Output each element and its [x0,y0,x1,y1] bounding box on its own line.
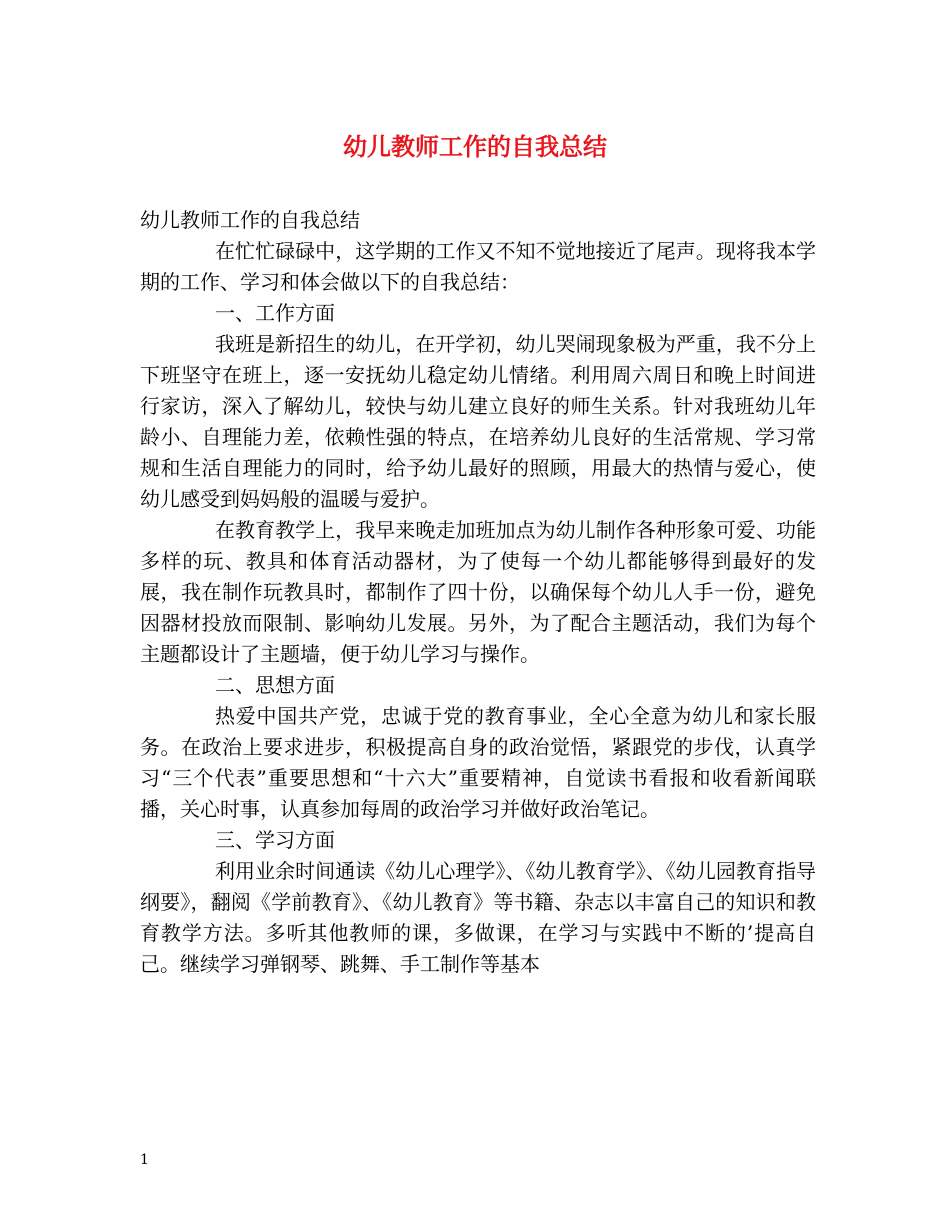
section-heading-work: 一、工作方面 [215,301,335,325]
paragraph-heading: 幼儿教师工作的自我总结 [140,208,360,232]
paragraph-intro: 在忙忙碌碌中，这学期的工作又不知不觉地接近了尾声。现将我本学期的工作、学习和体会做以下的自我总结： [140,239,816,294]
page-title: 幼儿教师工作的自我总结 [343,132,607,161]
paragraph-work-1: 我班是新招生的幼儿，在开学初，幼儿哭闹现象极为严重，我不分上下班坚守在班上，逐一安抚幼儿稳定幼儿情绪。利用周六周日和晚上时间进行家访，深入了解幼儿，较快与幼儿建立良好的师生关系。针对我班幼儿年龄小、自理能力差，依赖性强的特点，在培养幼儿良好的生活常规、学习常规和生活自理能力的同时，给予幼儿最好的照顾，用最大的热情与爱心，使幼儿感受到妈妈般的温暖与爱护。 [140,332,816,511]
paragraph-work-2: 在教育教学上，我早来晚走加班加点为幼儿制作各种形象可爱、功能多样的玩、教具和体育活动器材，为了使每一个幼儿都能够得到最好的发展，我在制作玩教具时，都制作了四十份，以确保每个幼儿人手一份，避免因器材投放而限制、影响幼儿发展。另外，为了配合主题活动，我们为每个主题都设计了主题墙，便于幼儿学习与操作。 [140,518,816,666]
page-number: 1 [140,1152,149,1168]
paragraph-study: 利用业余时间通读《幼儿心理学》、《幼儿教育学》、《幼儿园教育指导纲要》，翻阅《学前教育》、《幼儿教育》等书籍、杂志以丰富自己的知识和教育教学方法。多听其他教师的课，多做课，在学习与实践中不断的’提高自己。继续学习弹钢琴、跳舞、手工制作等基本 [140,859,816,976]
paragraph-thought: 热爱中国共产党，忠诚于党的教育事业，全心全意为幼儿和家长服务。在政治上要求进步，积极提高自身的政治觉悟，紧跟党的步伐，认真学习“三个代表”重要思想和“十六大”重要精神，自觉读书看报和收看新闻联播，关心时事，认真参加每周的政治学习并做好政治笔记。 [140,704,816,821]
section-heading-thought: 二、思想方面 [215,673,335,697]
section-heading-study: 三、学习方面 [215,828,335,852]
document-body [140,205,816,980]
